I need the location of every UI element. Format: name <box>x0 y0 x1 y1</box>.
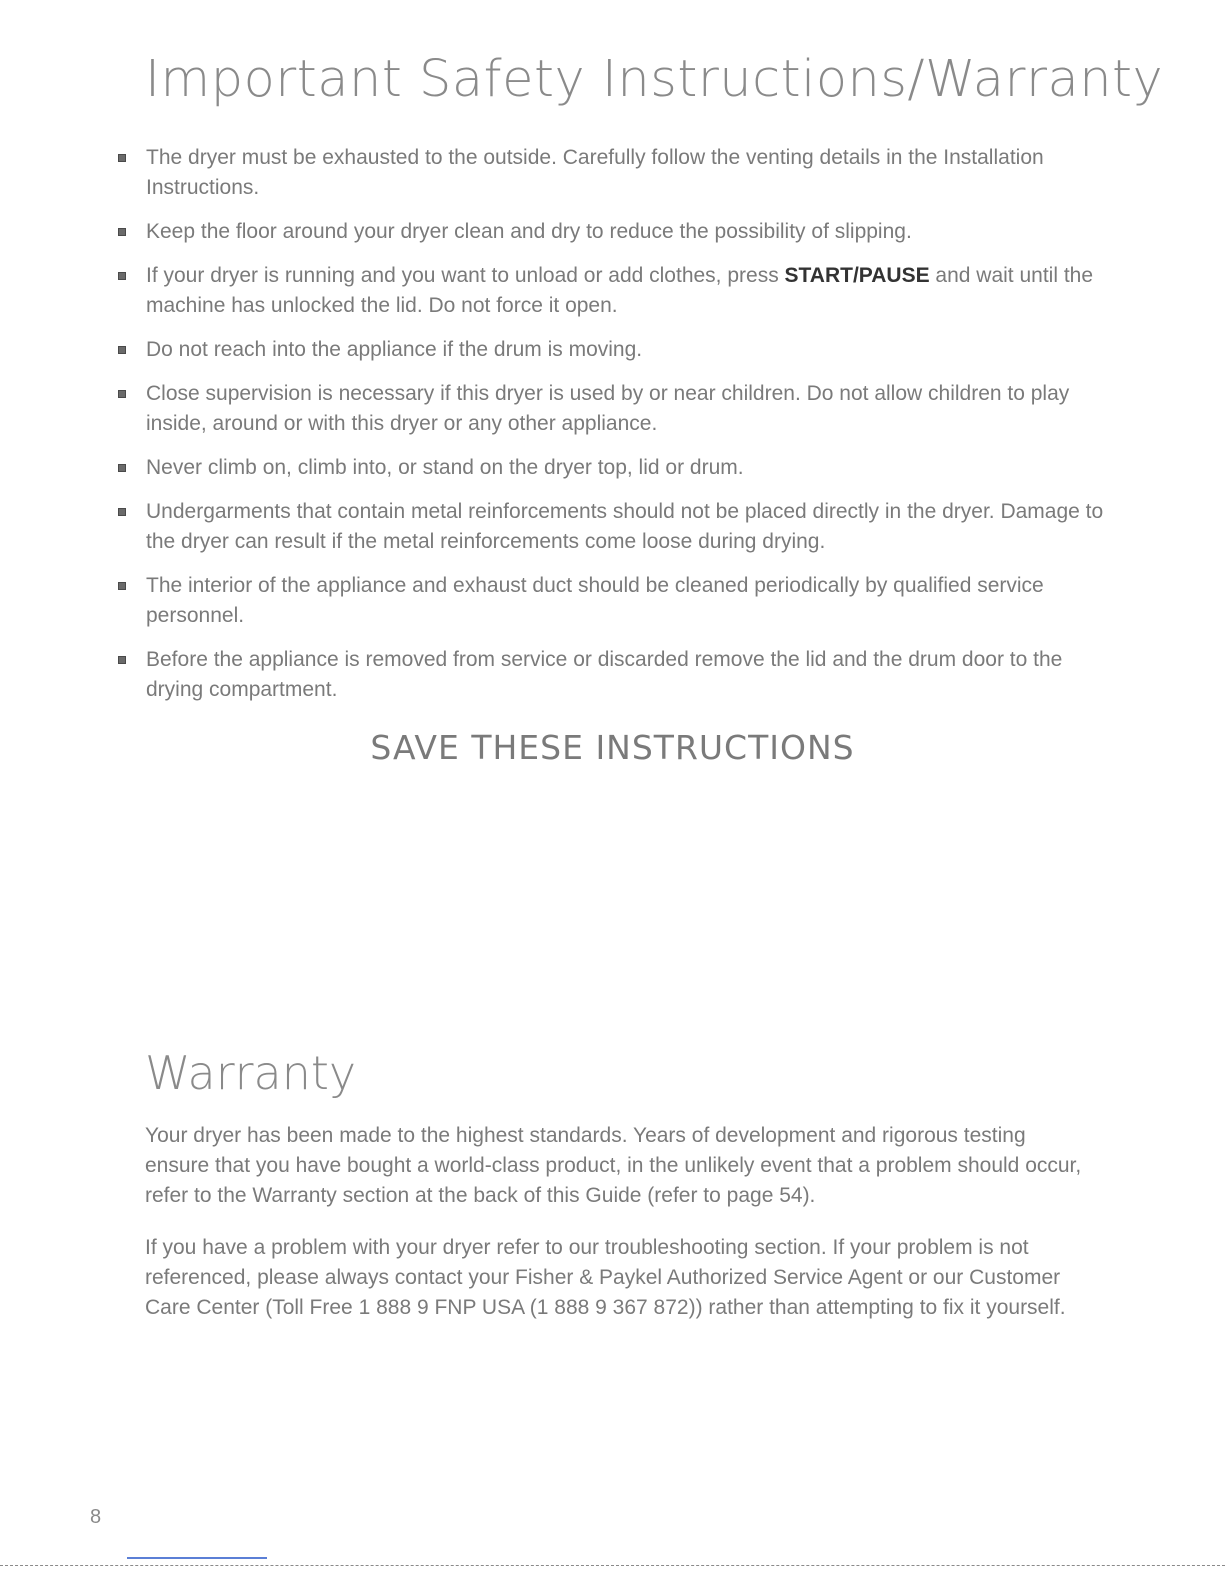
square-bullet-icon <box>118 508 126 516</box>
square-bullet-icon <box>118 464 126 472</box>
list-item-text: The dryer must be exhausted to the outside. Carefully follow the venting details in the Installation Instructions. <box>146 146 1044 199</box>
square-bullet-icon <box>118 390 126 398</box>
list-item <box>118 143 1108 203</box>
list-item <box>118 261 1108 321</box>
list-item-text: Before the appliance is removed from service or discarded remove the lid and the drum door to the drying compartment. <box>146 648 1063 701</box>
square-bullet-icon <box>118 582 126 590</box>
list-item-text: Do not reach into the appliance if the drum is moving. <box>146 338 643 361</box>
page-number: 8 <box>90 1506 102 1528</box>
warranty-heading: Warranty <box>145 1046 357 1100</box>
list-item <box>118 217 1108 247</box>
list-item-text: The interior of the appliance and exhaust duct should be cleaned periodically by qualified service personnel. <box>146 574 1044 627</box>
square-bullet-icon <box>118 346 126 354</box>
list-item <box>118 379 1108 439</box>
list-item <box>118 645 1108 705</box>
square-bullet-icon <box>118 656 126 664</box>
warranty-body <box>145 1121 1095 1345</box>
list-item <box>118 497 1108 557</box>
list-item-text: Undergarments that contain metal reinforcements should not be placed directly in the dryer. Damage to the dryer can result if the metal reinforcements come loose during drying. <box>146 500 1104 553</box>
list-item-text: Never climb on, climb into, or stand on the dryer top, lid or drum. <box>146 456 744 479</box>
list-item-text-before: If your dryer is running and you want to unload or add clothes, press <box>146 264 785 287</box>
page-divider <box>0 1565 1225 1566</box>
list-item-text: Keep the floor around your dryer clean and dry to reduce the possibility of slipping. <box>146 220 912 243</box>
square-bullet-icon <box>118 272 126 280</box>
list-item <box>118 453 1108 483</box>
warranty-paragraph: If you have a problem with your dryer refer to our troubleshooting section. If your problem is not referenced, please always contact your Fisher & Paykel Authorized Service Agent or our Customer Care Center (Toll Free 1 888 9 FNP USA (1 888 9 367 872)) rather than attempting to fix it yourself. <box>145 1236 1066 1319</box>
page-title: Important Safety Instructions/Warranty <box>145 50 1164 109</box>
list-item-text: Close supervision is necessary if this dryer is used by or near children. Do not allow children to play inside, around or with this dryer or any other appliance. <box>146 382 1070 435</box>
list-item <box>118 571 1108 631</box>
warranty-paragraph: Your dryer has been made to the highest standards. Years of development and rigorous testing ensure that you have bought a world-class product, in the unlikely event that a problem should occur, refer to the Warranty section at the back of this Guide (refer to page 54). <box>145 1124 1082 1207</box>
start-pause-term: START/PAUSE <box>784 264 930 287</box>
link-underline <box>127 1557 267 1559</box>
save-instructions-heading: SAVE THESE INSTRUCTIONS <box>370 728 855 767</box>
square-bullet-icon <box>118 228 126 236</box>
safety-instructions-list <box>118 143 1108 719</box>
list-item-text-after: and wait until the machine has unlocked the lid. Do not force it open. <box>146 264 1094 317</box>
list-item <box>118 335 1108 365</box>
square-bullet-icon <box>118 154 126 162</box>
